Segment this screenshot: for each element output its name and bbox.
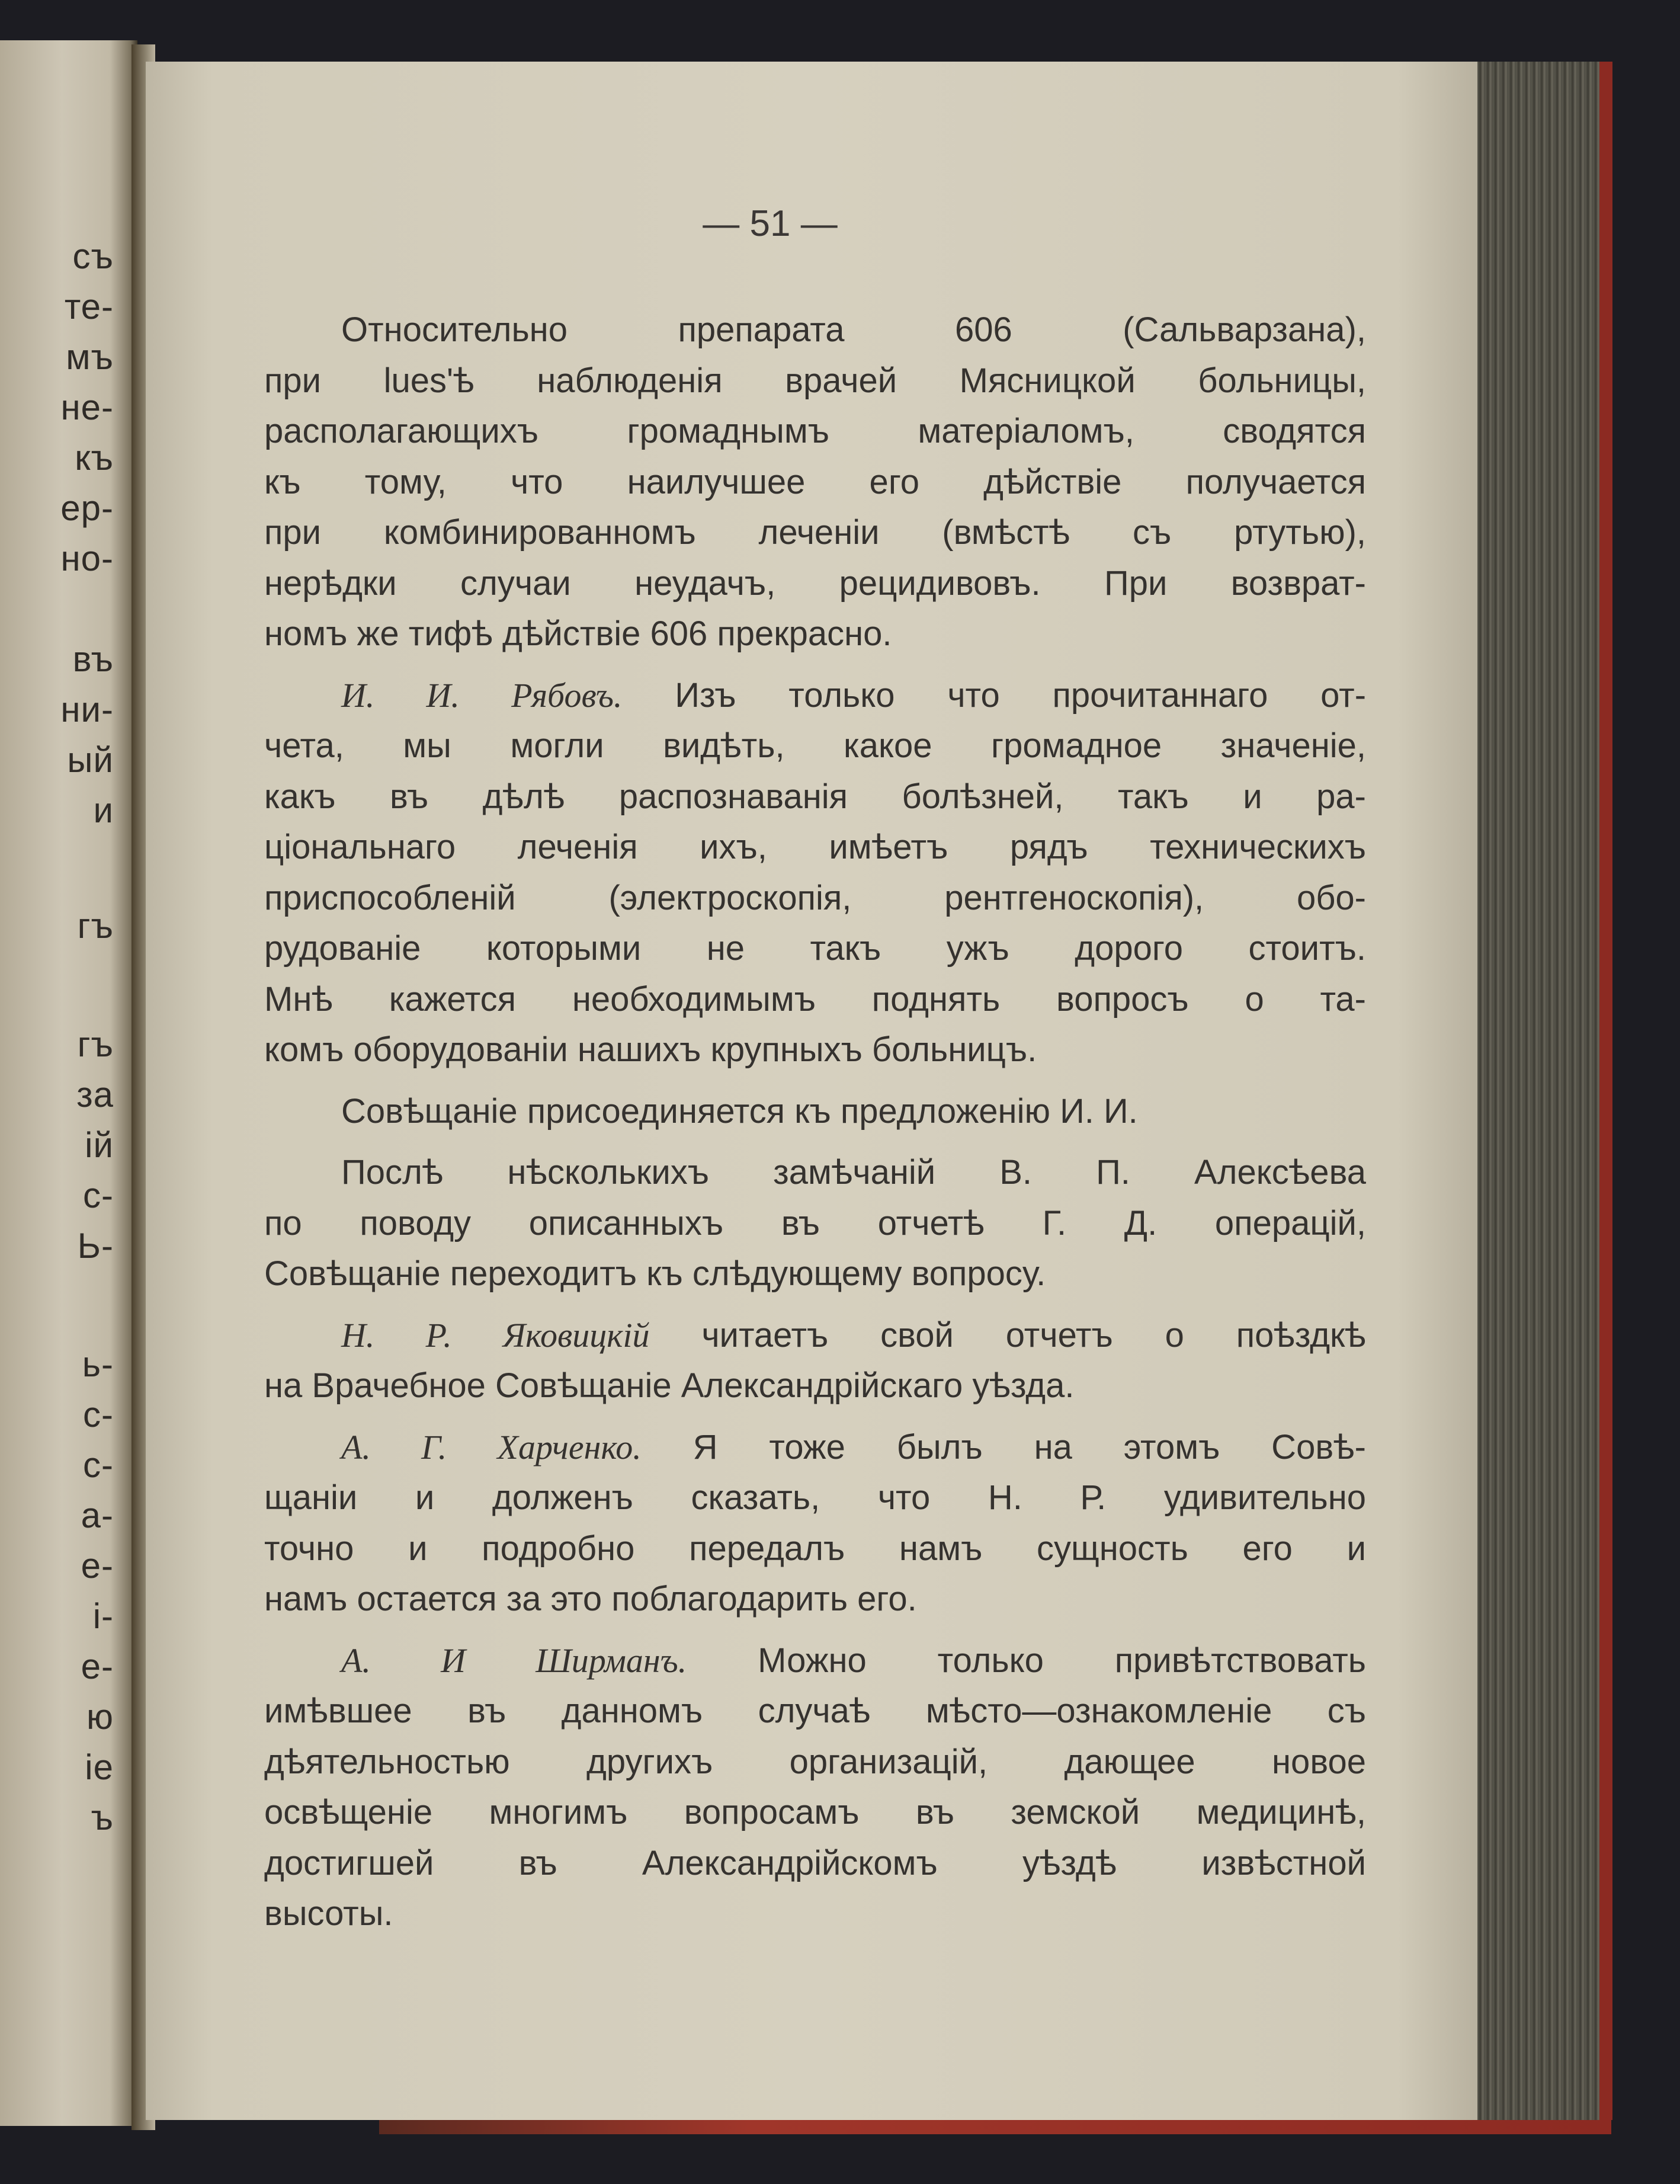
left-fragment: за xyxy=(76,1075,114,1115)
text-line xyxy=(264,1523,1366,1574)
text-line xyxy=(264,1888,1366,1939)
left-fragment: ер- xyxy=(60,488,114,528)
left-fragment: гъ xyxy=(77,1024,114,1064)
text-line xyxy=(264,670,1366,721)
book-page xyxy=(146,62,1477,2120)
left-fragment: ый xyxy=(67,740,114,780)
left-fragment: іе xyxy=(85,1747,114,1787)
left-fragment: ю xyxy=(86,1697,114,1737)
line-text: высоты. xyxy=(264,1894,393,1933)
text-line xyxy=(264,1360,1366,1411)
speaker-name: Н. Р. Яковицкій xyxy=(341,1315,650,1354)
left-fragment: и xyxy=(93,790,114,830)
line-text: щаніи и долженъ сказать, что Н. Р. удивительно xyxy=(264,1478,1366,1517)
left-fragment: с- xyxy=(83,1445,114,1485)
text-line xyxy=(264,822,1366,873)
line-text: располагающихъ громаднымъ матеріаломъ, сводятся xyxy=(264,412,1366,450)
left-fragment: ій xyxy=(85,1125,114,1165)
line-text: къ тому, что наилучшее его дѣйствіе получается xyxy=(264,462,1366,501)
left-fragment: Ь- xyxy=(77,1226,114,1266)
line-text: намъ остается за это поблагодарить его. xyxy=(264,1580,917,1618)
left-fragment: е- xyxy=(81,1647,114,1686)
text-line xyxy=(264,457,1366,508)
text-line xyxy=(264,1198,1366,1249)
left-fragment: с- xyxy=(83,1395,114,1434)
text-line xyxy=(264,1472,1366,1523)
text-line xyxy=(264,873,1366,924)
left-fragment: гъ xyxy=(77,906,114,946)
text-line xyxy=(264,974,1366,1025)
left-fragment: но- xyxy=(60,539,114,578)
left-fragment: ни- xyxy=(60,690,114,729)
left-fragment: не- xyxy=(60,388,114,427)
line-text: на Врачебное Совѣщаніе Александрійскаго уѣзда. xyxy=(264,1366,1075,1405)
paragraph-gap xyxy=(264,659,1366,670)
text-line xyxy=(264,720,1366,771)
book-cover-bottom xyxy=(379,2120,1611,2134)
book-cover-edge xyxy=(1599,62,1612,2120)
line-text: Мнѣ кажется необходимымъ поднять вопросъ о та- xyxy=(264,979,1366,1019)
previous-page-edge xyxy=(0,40,137,2126)
paragraph-gap xyxy=(264,1136,1366,1147)
line-text: какъ въ дѣлѣ распознаванія болѣзней, такъ и ра- xyxy=(264,777,1366,816)
text-line xyxy=(264,609,1366,659)
left-fragment: е- xyxy=(81,1546,114,1586)
line-text: Можно только привѣтствовать xyxy=(687,1641,1366,1680)
line-text: Совѣщаніе присоединяется къ предложенію И. И. xyxy=(341,1091,1138,1131)
text-line xyxy=(264,1422,1366,1473)
line-text: по поводу описанныхъ въ отчетѣ Г. Д. операцій, xyxy=(264,1203,1366,1242)
line-text: номъ же тифѣ дѣйствіе 606 прекрасно. xyxy=(264,614,892,653)
left-fragment: ъ xyxy=(91,1798,114,1837)
text-line xyxy=(264,1635,1366,1686)
left-fragment: с- xyxy=(83,1176,114,1215)
text-line xyxy=(264,1248,1366,1299)
left-fragment: къ xyxy=(75,438,114,478)
line-text: Я тоже былъ на этомъ Совѣ- xyxy=(641,1427,1366,1466)
text-line xyxy=(264,356,1366,406)
line-text: Изъ только что прочитаннаго от- xyxy=(622,675,1367,715)
text-line xyxy=(264,305,1366,356)
text-line xyxy=(264,1574,1366,1625)
text-line xyxy=(264,558,1366,609)
text-line xyxy=(264,1787,1366,1838)
line-text: Послѣ нѣсколькихъ замѣчаній В. П. Алексѣева xyxy=(341,1153,1366,1192)
page-text xyxy=(264,305,1366,1939)
line-text: Совѣщаніе переходитъ къ слѣдующему вопросу. xyxy=(264,1254,1046,1293)
line-text: приспособленій (электроскопія, рентгеноскопія), обо- xyxy=(264,878,1366,917)
speaker-name: А. Г. Харченко. xyxy=(341,1427,642,1466)
speaker-name: И. И. Рябовъ. xyxy=(341,675,623,715)
paragraph-gap xyxy=(264,1075,1366,1086)
text-line xyxy=(264,771,1366,822)
left-fragment: въ xyxy=(72,639,114,679)
left-fragment: ь- xyxy=(82,1344,114,1384)
line-text: комъ оборудованіи нашихъ крупныхъ больницъ. xyxy=(264,1030,1037,1069)
text-line xyxy=(264,1838,1366,1889)
text-line xyxy=(264,1147,1366,1198)
line-text: чета, мы могли видѣть, какое громадное значеніе, xyxy=(264,726,1366,765)
line-text: освѣщеніе многимъ вопросамъ въ земской медицинѣ, xyxy=(264,1793,1366,1831)
line-text: достигшей въ Александрійскомъ уѣздѣ извѣстной xyxy=(264,1843,1366,1882)
paragraph-gap xyxy=(264,1411,1366,1422)
left-fragment: съ xyxy=(72,236,114,276)
text-line xyxy=(264,923,1366,974)
left-fragment: мъ xyxy=(66,337,114,377)
text-line xyxy=(264,1737,1366,1788)
left-fragment: а- xyxy=(81,1496,114,1535)
line-text: дѣятельностью другихъ организацій, дающее новое xyxy=(264,1742,1366,1781)
line-text: точно и подробно передалъ намъ сущность его и xyxy=(264,1529,1366,1568)
page-stack-edge xyxy=(1477,62,1610,2120)
paragraph-gap xyxy=(264,1299,1366,1310)
line-text: при lues'ѣ наблюденія врачей Мясницкой больницы, xyxy=(264,361,1366,400)
text-line xyxy=(264,1310,1366,1361)
left-fragment: те- xyxy=(64,287,114,326)
line-text: нерѣдки случаи неудачъ, рецидивовъ. При возврат- xyxy=(264,563,1366,603)
line-text: рудованіе которыми не такъ ужъ дорого стоитъ. xyxy=(264,929,1366,968)
page-number: — 51 — xyxy=(703,203,838,244)
text-line xyxy=(264,507,1366,558)
line-text: при комбинированномъ леченіи (вмѣстѣ съ ртутью), xyxy=(264,513,1366,552)
text-line xyxy=(264,406,1366,457)
text-line xyxy=(264,1086,1366,1137)
line-text: Относительно препарата 606 (Сальварзана), xyxy=(341,310,1366,349)
text-line xyxy=(264,1686,1366,1737)
paragraph-gap xyxy=(264,1625,1366,1635)
line-text: ціональнаго леченія ихъ, имѣетъ рядъ техническихъ xyxy=(264,828,1366,866)
left-fragment: і- xyxy=(92,1596,114,1636)
line-text: читаетъ свой отчетъ о поѣздкѣ xyxy=(649,1315,1366,1354)
text-line xyxy=(264,1024,1366,1075)
line-text: имѣвшее въ данномъ случаѣ мѣсто—ознакомленіе съ xyxy=(264,1692,1366,1730)
speaker-name: А. И Ширманъ. xyxy=(341,1641,687,1680)
